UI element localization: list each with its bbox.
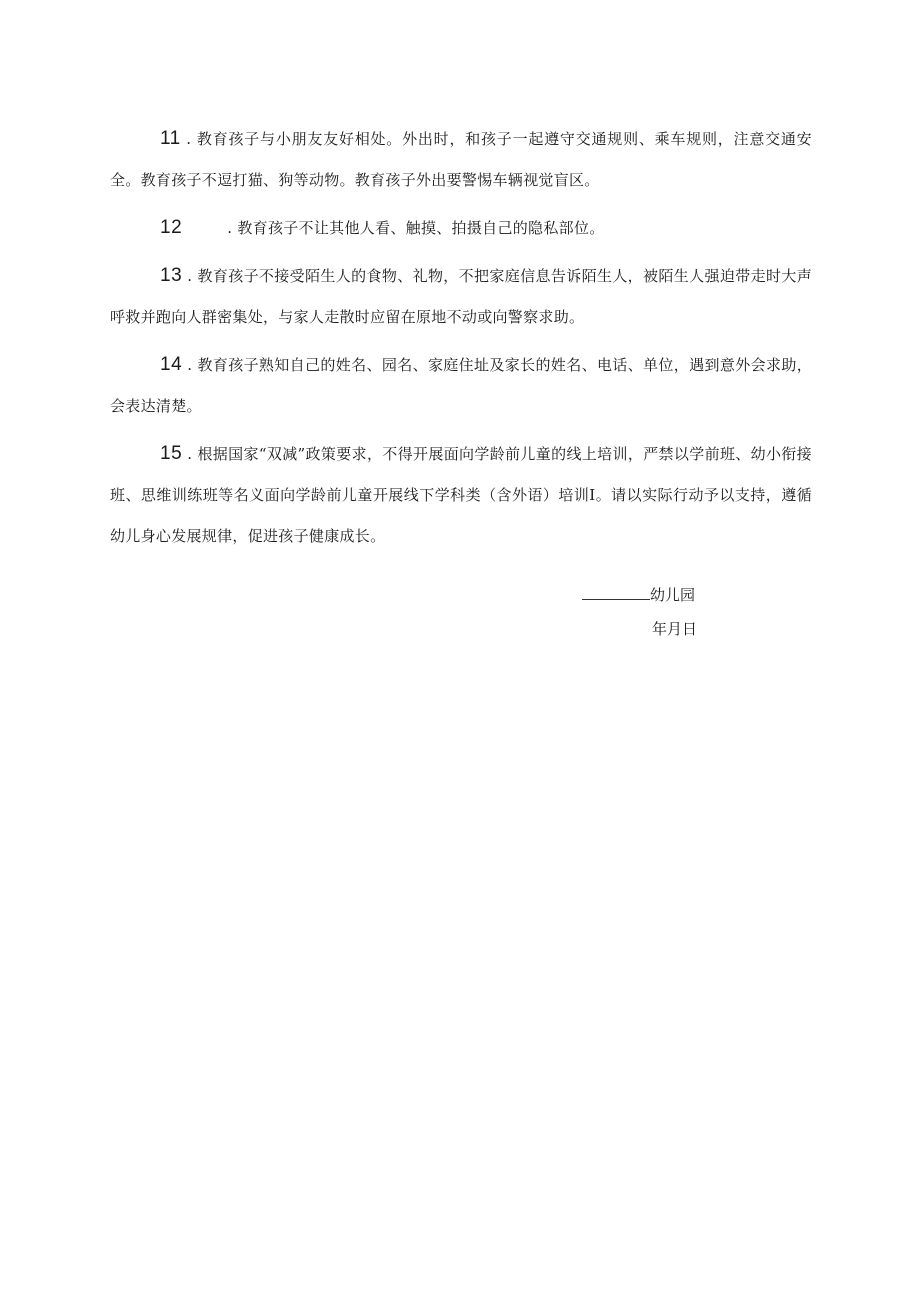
blank-underline [582, 582, 650, 600]
item-text: . 教育孩子熟知自己的姓名、园名、家庭住址及家长的姓名、电话、单位，遇到意外会求助，会表达清楚。 [110, 356, 812, 415]
item-number: 11 [160, 128, 181, 149]
list-item-13 [110, 255, 812, 338]
item-number: 12 [160, 217, 183, 238]
item-text: . 教育孩子不让其他人看、触摸、拍摄自己的隐私部位。 [222, 219, 605, 237]
list-item-11 [110, 118, 812, 201]
item-number: 14 [160, 354, 183, 375]
item-text: . 教育孩子不接受陌生人的食物、礼物，不把家庭信息告诉陌生人，被陌生人强迫带走时大声呼救并跑向人群密集处，与家人走散时应留在原地不动或向警察求助。 [110, 267, 812, 326]
kindergarten-signature-line [582, 580, 722, 610]
item-number: 13 [160, 265, 183, 286]
kindergarten-label: 幼儿园 [650, 586, 696, 604]
item-text: . 教育孩子与小朋友友好相处。外出时，和孩子一起遵守交通规则、乘车规则，注意交通安全。教育孩子不逗打猫、狗等动物。教育孩子外出要警惕车辆视觉盲区。 [110, 130, 812, 189]
notice-body [110, 118, 812, 563]
item-text: . 根据国家“双减”政策要求，不得开展面向学龄前儿童的线上培训，严禁以学前班、幼小衔接班、思维训练班等名义面向学龄前儿童开展线下学科类（含外语）培训I。请以实际行动予以支持，遵循幼儿身心发展规律，促进孩子健康成长。 [110, 445, 812, 545]
signature-block [582, 580, 722, 644]
list-item-14 [110, 344, 812, 427]
list-item-12 [110, 207, 812, 249]
list-item-15 [110, 433, 812, 557]
item-number: 15 [160, 443, 183, 464]
signature-date: 年月日 [652, 620, 698, 638]
